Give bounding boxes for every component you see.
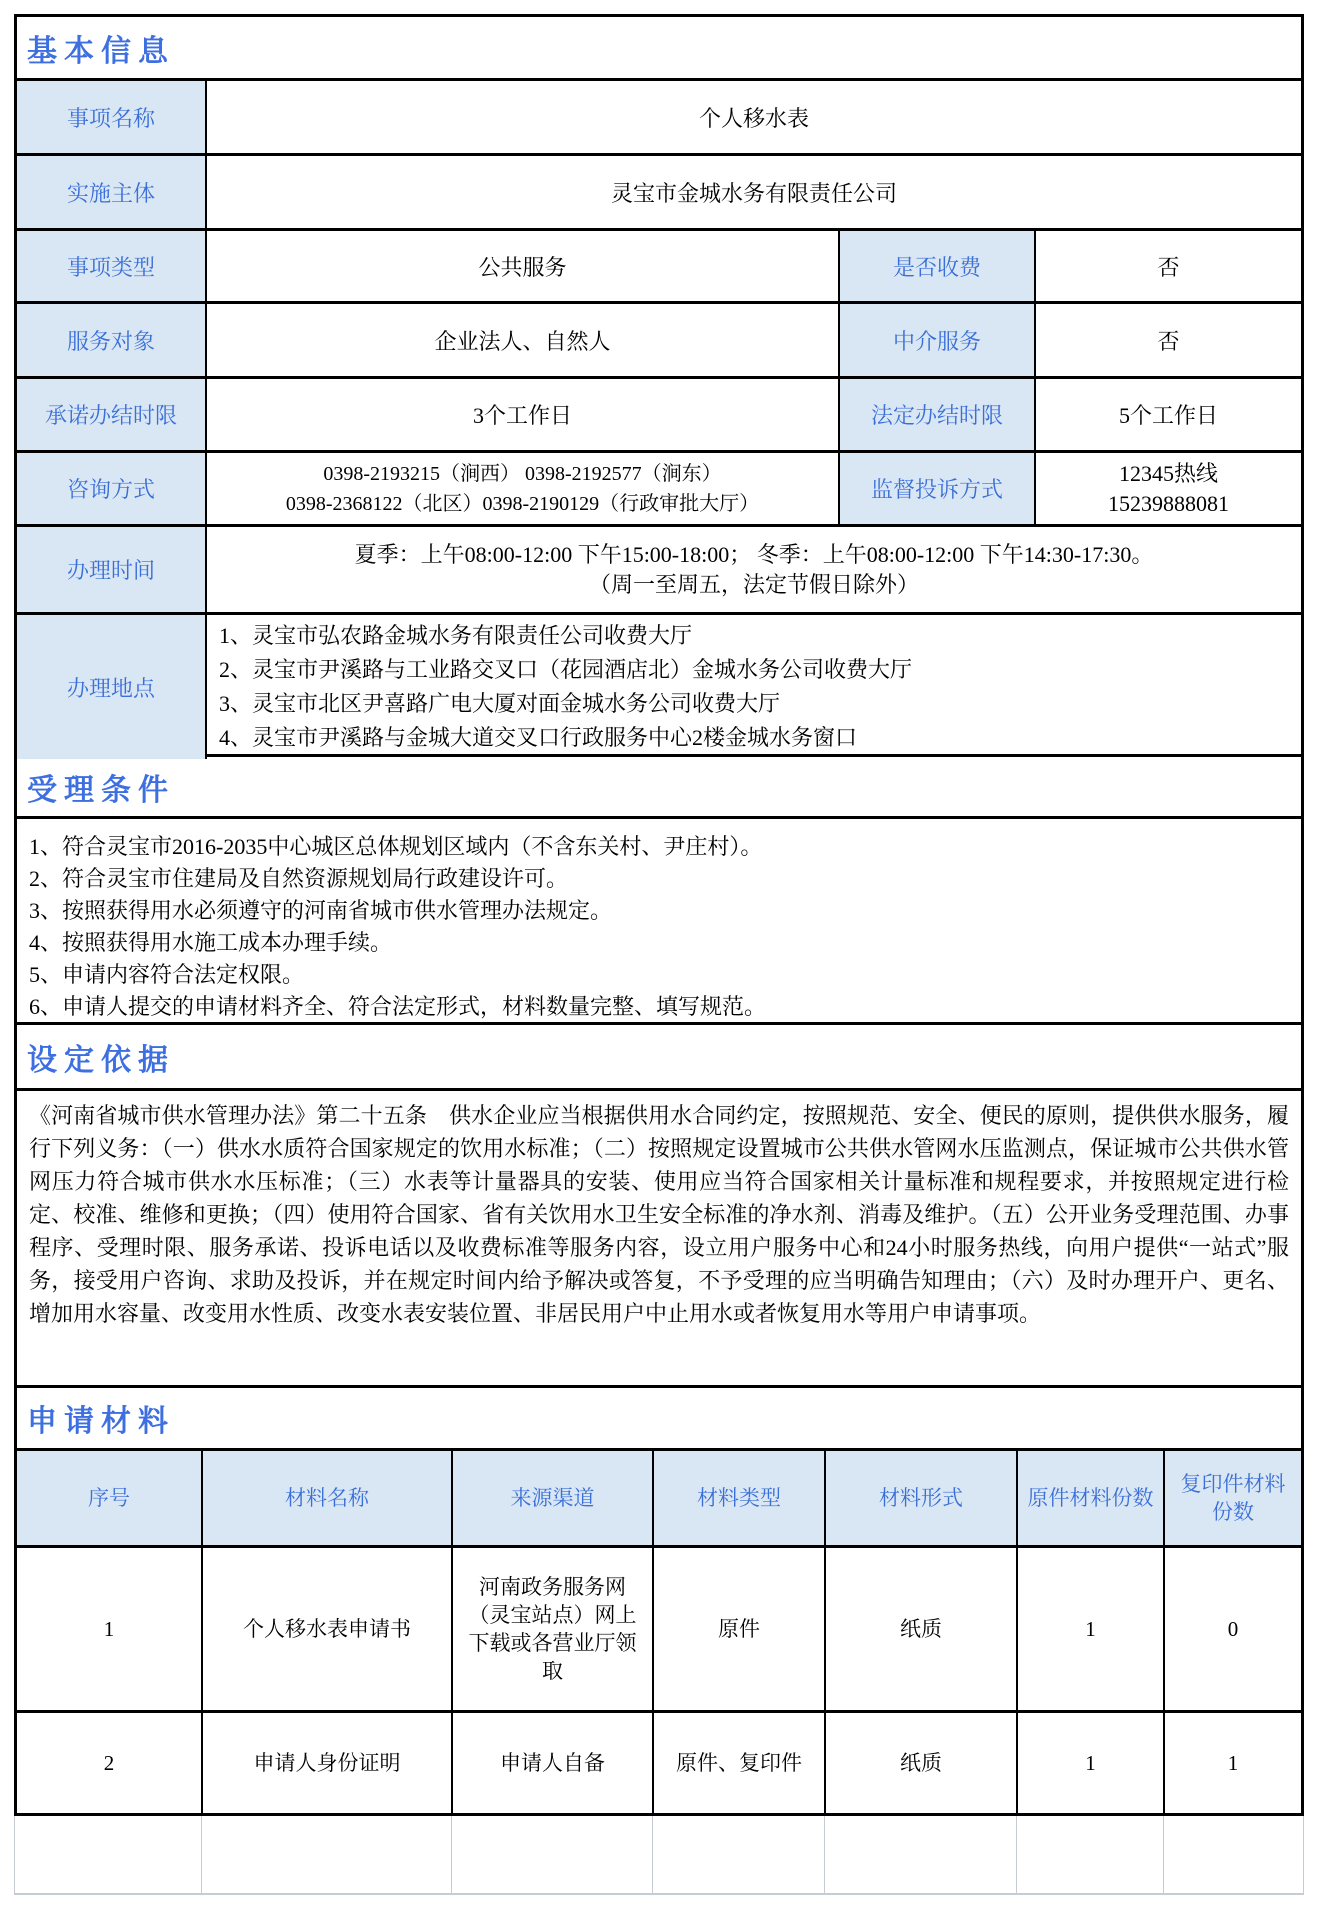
item-name-value: 个人移水表: [205, 81, 1301, 153]
fee-charged-label: 是否收费: [838, 231, 1034, 301]
empty-cell: [14, 1816, 201, 1893]
empty-cell: [201, 1816, 451, 1893]
row-service-target-intermediary: [17, 304, 1301, 379]
col-header-no: 序号: [17, 1451, 201, 1545]
empty-cell: [652, 1816, 824, 1893]
row-time-limits: [17, 379, 1301, 453]
col-header-material-type: 材料类型: [652, 1451, 824, 1545]
service-hours-line1: 夏季：上午08:00-12:00 下午15:00-18:00； 冬季：上午08:00-12:00 下午14:30-17:30。: [354, 541, 1154, 567]
empty-cell: [451, 1816, 652, 1893]
promised-time-limit-value: 3个工作日: [205, 379, 838, 450]
intermediary-service-value: 否: [1034, 304, 1301, 376]
empty-cell: [824, 1816, 1016, 1893]
section-title-basic-info: [17, 17, 1301, 81]
acceptance-conditions-content: [17, 819, 1301, 1025]
promised-time-limit-label: 承诺办结时限: [17, 379, 205, 450]
location-item-1: 1、灵宝市弘农路金城水务有限责任公司收费大厅: [219, 623, 693, 648]
supervision-complaint-value: [1034, 453, 1301, 524]
row-service-locations: [17, 615, 1301, 757]
condition-6: 6、申请人提交的申请材料齐全、符合法定形式，材料数量完整、填写规范。: [29, 994, 767, 1019]
material-2-copies: 1: [1163, 1713, 1301, 1813]
service-location-value: [205, 615, 1301, 759]
col-header-original-count: 原件材料份数: [1016, 1451, 1163, 1545]
col-header-copy-count: 复印件材料份数: [1163, 1451, 1301, 1545]
material-2-type: 原件、复印件: [652, 1713, 824, 1813]
row-service-hours: [17, 527, 1301, 615]
section-title-acceptance-conditions: [17, 757, 1301, 819]
service-target-label: 服务对象: [17, 304, 205, 376]
supervision-hotline: 12345热线: [1118, 460, 1218, 486]
basic-info-title-text: 基本信息: [27, 34, 175, 68]
consultation-method-label: 咨询方式: [17, 453, 205, 524]
item-name-label: 事项名称: [17, 81, 205, 153]
material-row-2: [17, 1713, 1301, 1813]
col-header-material-name: 材料名称: [201, 1451, 451, 1545]
material-1-no: 1: [103, 1617, 115, 1641]
materials-header-row: [17, 1451, 1301, 1548]
item-type-label: 事项类型: [17, 231, 205, 301]
section-title-setting-basis: [17, 1025, 1301, 1091]
row-item-type-fee: [17, 231, 1301, 304]
empty-material-row: [14, 1816, 1304, 1895]
setting-basis-content: 《河南省城市供水管理办法》第二十五条 供水企业应当根据供用水合同约定，按照规范、安全、便民的原则，提供供水服务，履行下列义务：（一）供水水质符合国家规定的饮用水标准；（二）按照规定设置城市公共供水管网水压监测点，保证城市公共供水管网压力符合城市供水水压标准；（三）水表等计量器具的安装、使用应当符合国家相关计量标准和规程要求，并按照规定进行检定、校准、维修和更换；（四）使用符合国家、省有关饮用水卫生安全标准的净水剂、消毒及维护。（五）公开业务受理范围、办事程序、受理时限、服务承诺、投诉电话以及收费标准等服务内容，设立用户服务中心和24小时服务热线，向用户提供“一站式”服务，接受用户咨询、求助及投诉，并在规定时间内给予解决或答复，不予受理的应当明确告知理由；（六）及时办理开户、更名、增加用水容量、改变用水性质、改变水表安装位置、非居民用户中止用水或者恢复用水等用户申请事项。: [17, 1091, 1301, 1388]
row-item-name: [17, 81, 1301, 156]
material-1-name: 个人移水表申请书: [201, 1548, 451, 1710]
location-item-3: 3、灵宝市北区尹喜路广电大厦对面金城水务公司收费大厅: [219, 691, 781, 716]
condition-5: 5、申请内容符合法定权限。: [29, 962, 305, 987]
service-hours-line2: （周一至周五，法定节假日除外）: [588, 571, 919, 597]
implementing-entity-label: 实施主体: [17, 156, 205, 228]
condition-1: 1、符合灵宝市2016-2035中心城区总体规划区域内（不含东关村、尹庄村）。: [29, 834, 763, 859]
material-1-type: 原件: [652, 1548, 824, 1710]
service-hours-label: 办理时间: [17, 527, 205, 612]
material-2-form: 纸质: [824, 1713, 1016, 1813]
basis-title-text: 设定依据: [27, 1043, 175, 1077]
supervision-complaint-label: 监督投诉方式: [838, 453, 1034, 524]
statutory-time-limit-value: 5个工作日: [1034, 379, 1301, 450]
consultation-phone-line1: 0398-2193215（涧西） 0398-2192577（涧东）: [323, 462, 722, 485]
material-2-originals: 1: [1016, 1713, 1163, 1813]
location-item-4: 4、灵宝市尹溪路与金城大道交叉口行政服务中心2楼金城水务窗口: [219, 725, 858, 750]
section-title-application-materials: [17, 1388, 1301, 1451]
material-2-name: 申请人身份证明: [201, 1713, 451, 1813]
row-contact-supervision: [17, 453, 1301, 527]
row-implementing-entity: [17, 156, 1301, 231]
condition-3: 3、按照获得用水必须遵守的河南省城市供水管理办法规定。: [29, 898, 613, 923]
empty-cell: [1163, 1816, 1304, 1893]
material-2-no: 2: [103, 1751, 115, 1775]
material-1-form: 纸质: [824, 1548, 1016, 1710]
item-type-value: 公共服务: [205, 231, 838, 301]
material-1-source: 河南政务服务网（灵宝站点）网上下载或各营业厅领取: [451, 1548, 652, 1710]
acceptance-title-text: 受理条件: [27, 773, 175, 807]
service-hours-value: [205, 527, 1301, 612]
service-location-label: 办理地点: [17, 615, 205, 759]
consultation-method-value: [205, 453, 838, 524]
statutory-time-limit-label: 法定办结时限: [838, 379, 1034, 450]
implementing-entity-value: 灵宝市金城水务有限责任公司: [205, 156, 1301, 228]
intermediary-service-label: 中介服务: [838, 304, 1034, 376]
supervision-phone: 15239888081: [1108, 490, 1229, 516]
material-1-copies: 0: [1163, 1548, 1301, 1710]
service-target-value: 企业法人、自然人: [205, 304, 838, 376]
col-header-material-form: 材料形式: [824, 1451, 1016, 1545]
condition-2: 2、符合灵宝市住建局及自然资源规划局行政建设许可。: [29, 866, 569, 891]
material-row-1: [17, 1548, 1301, 1713]
material-2-source: 申请人自备: [451, 1713, 652, 1813]
materials-title-text: 申请材料: [27, 1405, 175, 1438]
document-table: [14, 14, 1304, 1816]
empty-cell: [1016, 1816, 1163, 1893]
consultation-phone-line2: 0398-2368122（北区）0398-2190129（行政审批大厅）: [285, 492, 760, 515]
condition-4: 4、按照获得用水施工成本办理手续。: [29, 930, 393, 955]
material-1-originals: 1: [1016, 1548, 1163, 1710]
col-header-source-channel: 来源渠道: [451, 1451, 652, 1545]
location-item-2: 2、灵宝市尹溪路与工业路交叉口（花园酒店北）金城水务公司收费大厅: [219, 657, 913, 682]
fee-charged-value: 否: [1034, 231, 1301, 301]
